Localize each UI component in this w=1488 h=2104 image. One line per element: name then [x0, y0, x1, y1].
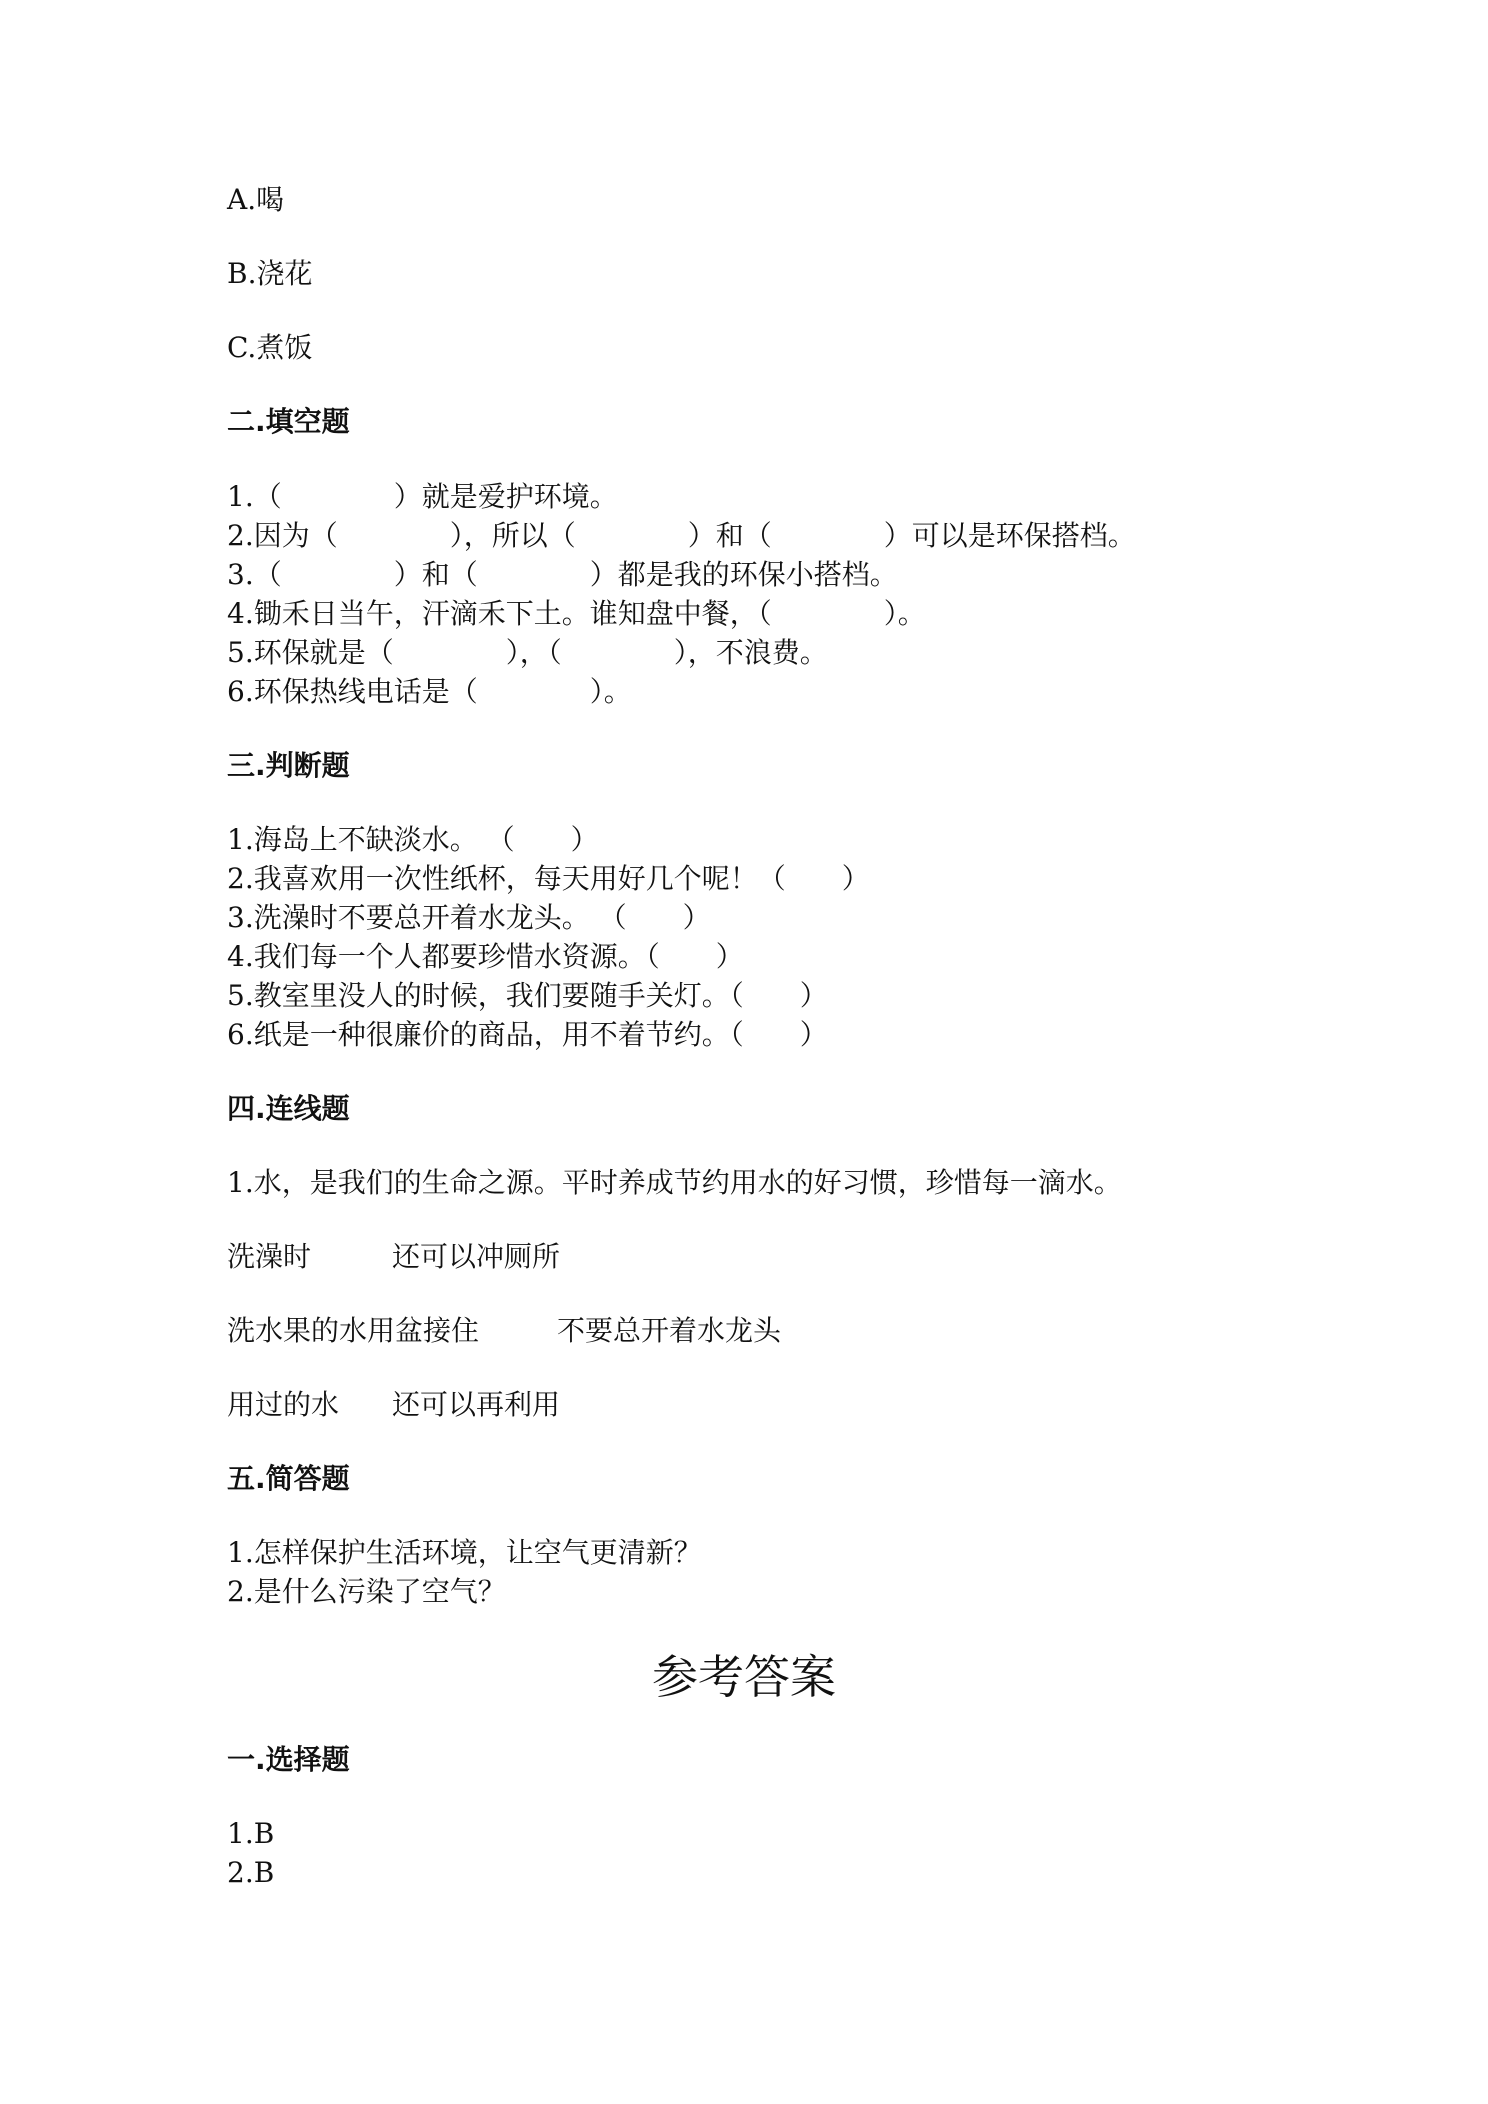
- judge-item: 6.纸是一种很廉价的商品，用不着节约。（ ）: [227, 1018, 828, 1051]
- section-heading-short-answer: 五.简答题: [227, 1462, 350, 1495]
- fill-blank-item: 5.环保就是（ ），（ ），不浪费。: [227, 636, 828, 669]
- answer-item: 1.B: [227, 1817, 275, 1850]
- matching-left-item: 用过的水: [227, 1388, 340, 1421]
- matching-question: 1.水，是我们的生命之源。平时养成节约用水的好习惯，珍惜每一滴水。: [227, 1166, 1122, 1199]
- choice-option-b: B.浇花: [227, 257, 313, 290]
- matching-left-item: 洗水果的水用盆接住: [227, 1314, 480, 1347]
- matching-right-item: 还可以再利用: [392, 1388, 561, 1421]
- judge-item: 4.我们每一个人都要珍惜水资源。（ ）: [227, 940, 744, 973]
- short-answer-item: 2.是什么污染了空气？: [227, 1575, 506, 1608]
- fill-blank-item: 2.因为（ ），所以（ ）和（ ）可以是环保搭档。: [227, 519, 1136, 552]
- judge-item: 5.教室里没人的时候，我们要随手关灯。（ ）: [227, 979, 828, 1012]
- matching-right-item: 还可以冲厕所: [392, 1240, 561, 1273]
- fill-blank-item: 1.（ ）就是爱护环境。: [227, 480, 618, 513]
- fill-blank-item: 4.锄禾日当午，汗滴禾下土。谁知盘中餐，（ ）。: [227, 597, 926, 630]
- fill-blank-item: 3.（ ）和（ ）都是我的环保小搭档。: [227, 558, 898, 591]
- answer-section-heading: 一.选择题: [227, 1743, 350, 1776]
- judge-item: 2.我喜欢用一次性纸杯，每天用好几个呢！（ ）: [227, 862, 870, 895]
- section-heading-matching: 四.连线题: [227, 1092, 350, 1125]
- choice-option-a: A.喝: [227, 183, 285, 216]
- matching-left-item: 洗澡时: [227, 1240, 312, 1273]
- judge-item: 3.洗澡时不要总开着水龙头。 （ ）: [227, 901, 711, 934]
- short-answer-item: 1.怎样保护生活环境，让空气更清新？: [227, 1536, 702, 1569]
- matching-right-item: 不要总开着水龙头: [557, 1314, 782, 1347]
- answer-key-title: 参考答案: [652, 1650, 836, 1704]
- choice-option-c: C.煮饭: [227, 331, 313, 364]
- answer-item: 2.B: [227, 1856, 275, 1889]
- fill-blank-item: 6.环保热线电话是（ ）。: [227, 675, 632, 708]
- section-heading-fill-blank: 二.填空题: [227, 405, 350, 438]
- judge-item: 1.海岛上不缺淡水。 （ ）: [227, 823, 599, 856]
- section-heading-judge: 三.判断题: [227, 749, 350, 782]
